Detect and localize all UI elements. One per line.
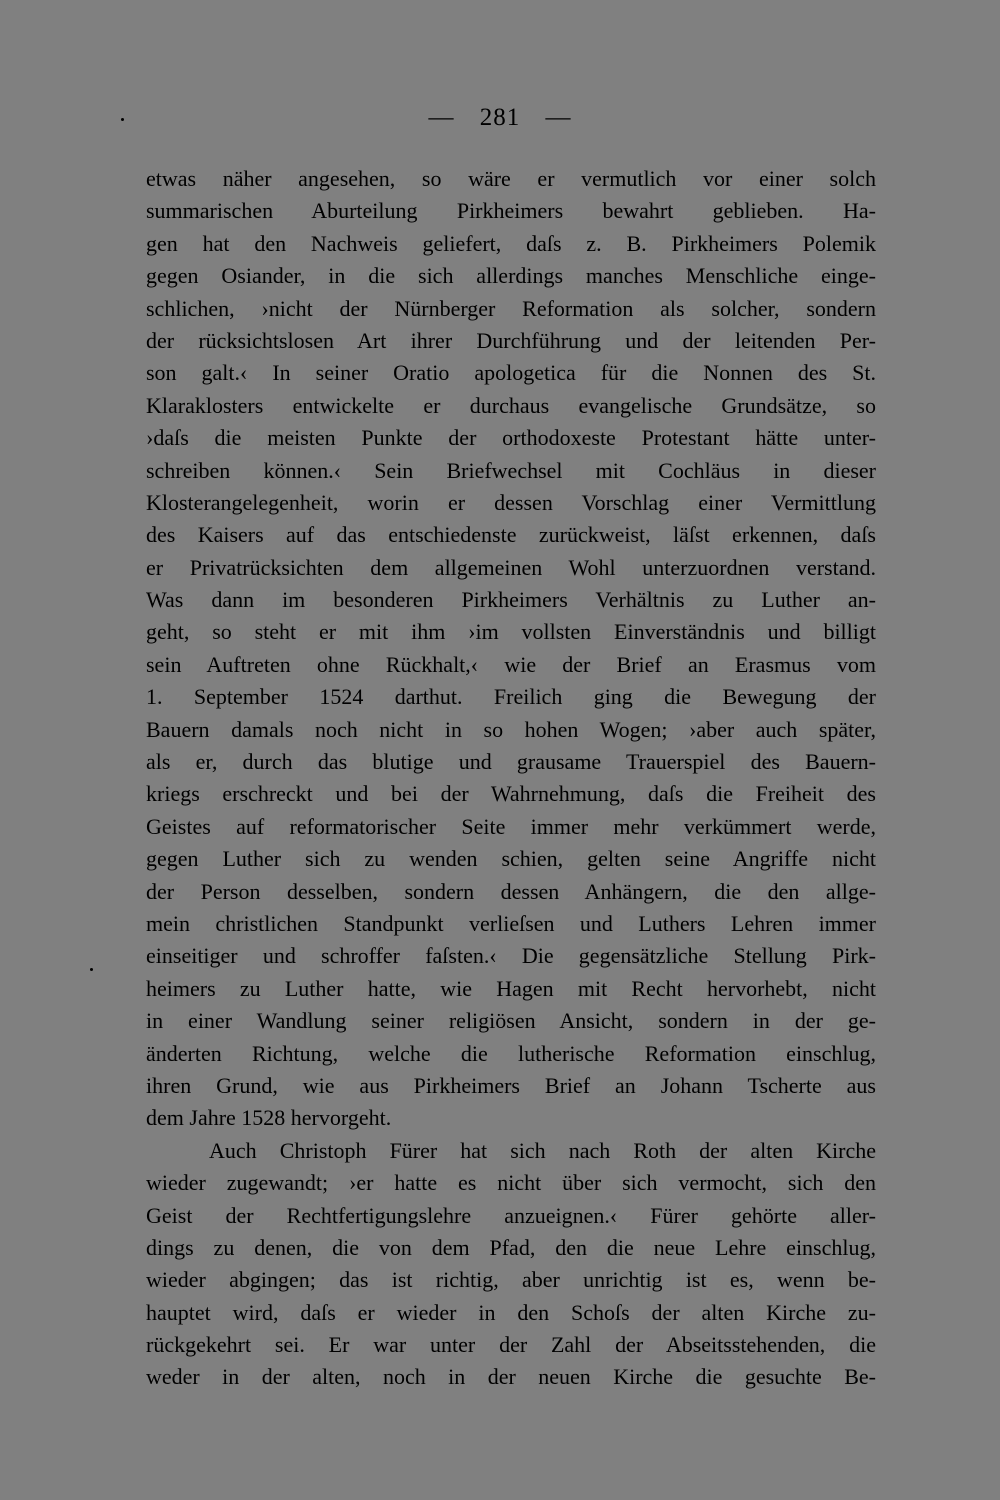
text-line: geht, so steht er mit ihm ›im vollsten Einverständnis und billigt	[146, 619, 876, 645]
text-line: ihren Grund, wie aus Pirkheimers Brief an Johann Tscherte aus	[146, 1072, 876, 1098]
page-header	[0, 104, 1000, 132]
text-line: Geistes auf reformatorischer Seite immer mehr verkümmert werde,	[146, 813, 876, 839]
text-line: als er, durch das blutige und grausame Trauerspiel des Bauern-	[146, 749, 876, 775]
text-line: ›daſs die meisten Punkte der orthodoxeste Protestant hätte unter-	[146, 425, 876, 451]
text-line: schreiben können.‹ Sein Briefwechsel mit Cochläus in dieser	[146, 457, 876, 483]
text-line: gegen Osiander, in die sich allerdings manches Menschliche einge-	[146, 263, 876, 289]
text-line: heimers zu Luther hatte, wie Hagen mit Recht hervorhebt, nicht	[146, 975, 876, 1001]
text-line: wieder zugewandt; ›er hatte es nicht über sich vermocht, sich den	[146, 1170, 876, 1196]
text-line: Klaraklosters entwickelte er durchaus evangelische Grundsätze, so	[146, 392, 876, 418]
text-line: wieder abgingen; das ist richtig, aber unrichtig ist es, wenn be-	[146, 1267, 876, 1293]
header-dash-right: —	[545, 104, 572, 131]
text-line: dings zu denen, die von dem Pfad, den die neue Lehre einschlug,	[146, 1234, 876, 1260]
text-line: Was dann im besonderen Pirkheimers Verhältnis zu Luther an-	[146, 587, 876, 613]
text-line: 1. September 1524 darthut. Freilich ging die Bewegung der	[146, 684, 876, 710]
text-line: Klosterangelegenheit, worin er dessen Vorschlag einer Vermittlung	[146, 489, 876, 515]
text-line: des Kaisers auf das entschiedenste zurückweist, läſst erkennen, daſs	[146, 522, 876, 548]
text-line: rückgekehrt sei. Er war unter der Zahl der Abseitsstehenden, die	[146, 1332, 876, 1358]
text-line: Bauern damals noch nicht in so hohen Wogen; ›aber auch später,	[146, 716, 876, 742]
text-line: er Privatrücksichten dem allgemeinen Wohl unterzuordnen verstand.	[146, 554, 876, 580]
text-line: der rücksichtslosen Art ihrer Durchführung und der leitenden Per-	[146, 327, 876, 353]
text-line: hauptet wird, daſs er wieder in den Schoſs der alten Kirche zu-	[146, 1299, 876, 1325]
text-line: schlichen, ›nicht der Nürnberger Reformation als solcher, sondern	[146, 295, 876, 321]
text-line: sein Auftreten ohne Rückhalt,‹ wie der Brief an Erasmus vom	[146, 651, 876, 677]
text-line: gen hat den Nachweis geliefert, daſs z. B. Pirkheimers Polemik	[146, 230, 876, 256]
paragraph-end-line: dem Jahre 1528 hervorgeht.	[146, 1105, 392, 1131]
scan-speck	[121, 118, 124, 121]
header-dash-left: —	[428, 104, 455, 131]
text-line: der Person desselben, sondern dessen Anhängern, die den allge-	[146, 878, 876, 904]
text-line: in einer Wandlung seiner religiösen Ansicht, sondern in der ge-	[146, 1008, 876, 1034]
text-line: gegen Luther sich zu wenden schien, gelten seine Angriffe nicht	[146, 846, 876, 872]
body-text	[146, 163, 876, 1394]
text-line: etwas näher angesehen, so wäre er vermutlich vor einer solch	[146, 166, 876, 191]
text-line: kriegs erschreckt und bei der Wahrnehmung, daſs die Freiheit des	[146, 781, 876, 807]
text-line: summarischen Aburteilung Pirkheimers bewahrt geblieben. Ha-	[146, 198, 876, 224]
text-line: weder in der alten, noch in der neuen Kirche die gesuchte Be-	[146, 1364, 876, 1390]
text-line: einseitiger und schroffer faſsten.‹ Die gegensätzliche Stellung Pirk-	[146, 943, 876, 969]
text-line: mein christlichen Standpunkt verlieſsen und Luthers Lehren immer	[146, 910, 876, 936]
text-line: son galt.‹ In seiner Oratio apologetica für die Nonnen des St.	[146, 360, 876, 386]
text-line: Geist der Rechtfertigungslehre anzueignen.‹ Fürer gehörte aller-	[146, 1202, 876, 1228]
scan-speck	[90, 968, 93, 971]
page-number: 281	[479, 104, 521, 131]
paragraph-start-line: Auch Christoph Fürer hat sich nach Roth der alten Kirche	[209, 1137, 876, 1163]
text-line: änderten Richtung, welche die lutherische Reformation einschlug,	[146, 1040, 876, 1066]
